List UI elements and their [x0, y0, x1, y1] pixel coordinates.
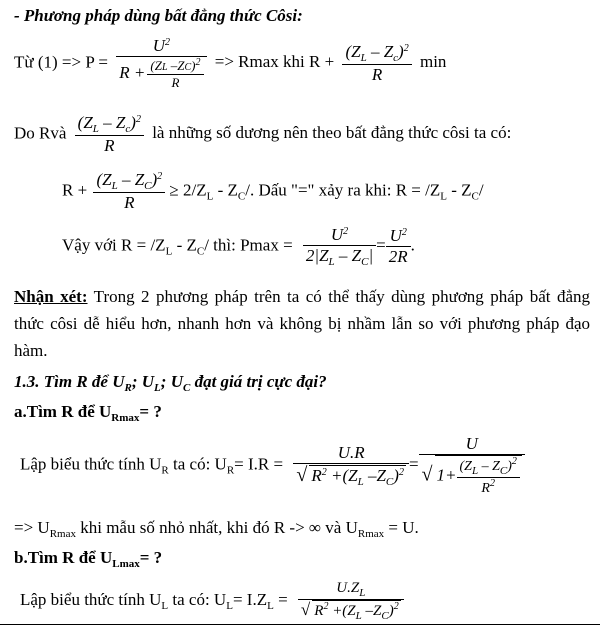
- method-heading: - Phương pháp dùng bất đẳng thức Côsi:: [14, 6, 303, 25]
- formula-ur: Lập biểu thức tính $U_R$ ta có: $U_R= I.R$ = $\frac{U.R}{√ R^2 +(Z_L -Z_C)^2}$ = U √ 1+ $\frac{(Z_L - Z_C)^2}{R^2}$: [20, 434, 525, 497]
- formula-pmax: Vậy với $R = /Z_L - Z_C/$ thì: Pmax = $\frac{U^2}{2|Z_L - Z_C|}$ = $\frac{U^2}{2R}$ .: [62, 225, 415, 268]
- section-b-heading: b.Tìm R để $U_{Lmax}=$ ?: [14, 548, 163, 570]
- formula-ul: Lập biểu thức tính $U_L$ ta có: $U_L= I.Z_L$ = $\frac{U.Z_L}{√ R^2 +(Z_L -Z_C)^2}$: [20, 580, 404, 622]
- section-1-3-heading: 1.3. Tìm R để $U_R$; $U_L$; $U_C$ đạt giá trị cực đại?: [14, 372, 327, 394]
- urmax-statement: => $U_{Rmax}$ khi mẫu số nhỏ nhất, khi đó R -> ∞ và $U_{Rmax} = U$.: [14, 518, 419, 540]
- statement-positive: Do Rvà $\frac{(Z_L - Z_c)^2}{R}$ là những số dương nên theo bất đẳng thức côsi ta có:: [14, 113, 512, 155]
- remark-paragraph: Nhận xét: Trong 2 phương pháp trên ta có thể thấy dùng phương pháp bất đẳng thức côsi dễ hiểu hơn, nhanh hơn và không bị nhầm lẫn so với phương pháp đạo hàm.: [14, 287, 591, 360]
- bottom-divider: [0, 624, 600, 625]
- section-a-heading: a.Tìm R để $U_{Rmax}=$ ?: [14, 402, 162, 424]
- formula-p: Từ (1) => P = $U^2$ R + $\frac{(ZL -ZC)^2}{R}$ => Rmax khi R + $\frac{(Z_L - Z_c)^2}{R}$ min: [14, 36, 447, 90]
- formula-cosi: R + $\frac{(Z_L - Z_C)^2}{R}$ ≥ $2/Z_L - Z_C/$. Dấu "=" xảy ra khi: $R = /Z_L - Z_C/$: [62, 170, 484, 212]
